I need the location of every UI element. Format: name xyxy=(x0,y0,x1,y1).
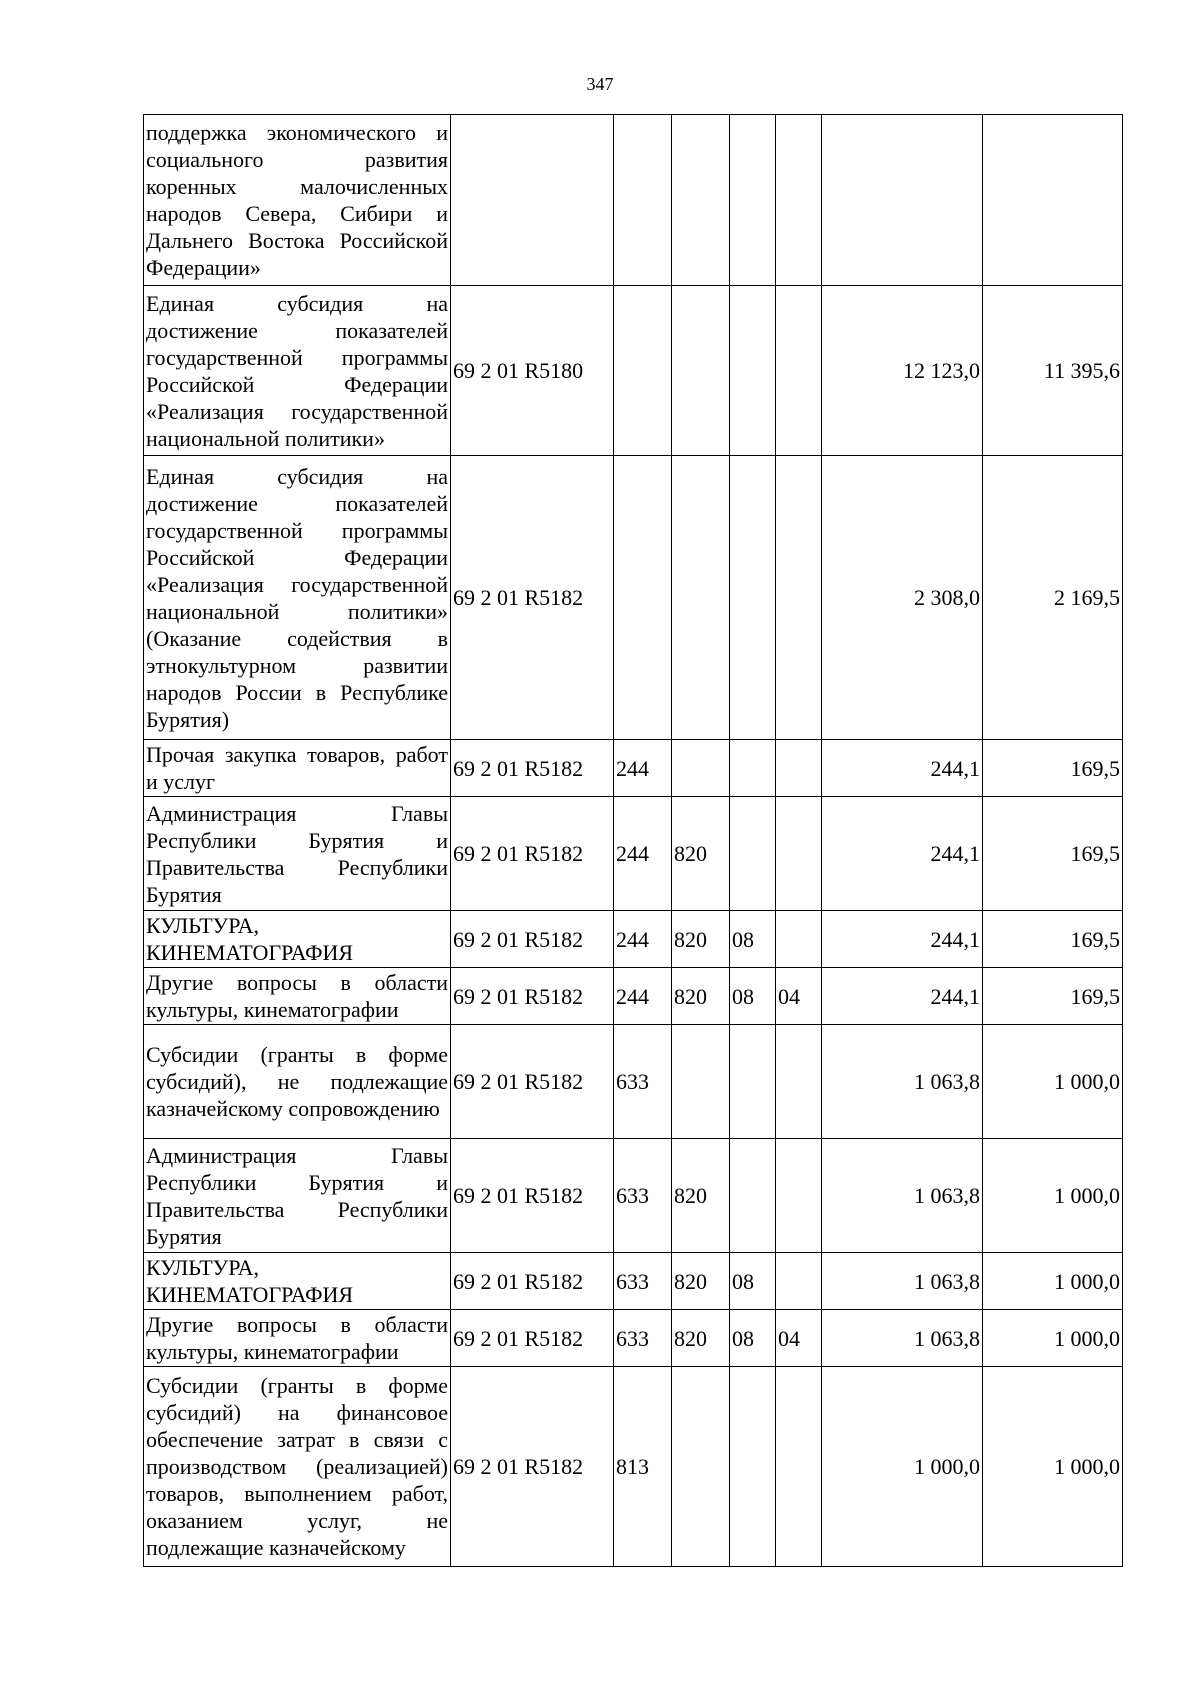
amount-second: 1 000,0 xyxy=(983,1367,1123,1567)
target-article-code: 69 2 01 R5182 xyxy=(451,911,614,968)
table-row xyxy=(144,968,1123,1025)
row-description: поддержка экономического и социального развития коренных малочисленных народов Севера, Сибири и Дальнего Востока Российской Федерации» xyxy=(144,115,451,286)
administrator-code xyxy=(672,740,730,797)
amount-second: 169,5 xyxy=(983,968,1123,1025)
table-row xyxy=(144,1253,1123,1310)
administrator-code: 820 xyxy=(672,911,730,968)
administrator-code: 820 xyxy=(672,797,730,911)
amount-second: 169,5 xyxy=(983,911,1123,968)
table-row xyxy=(144,1025,1123,1139)
expense-type-code xyxy=(614,286,672,456)
subsection-code xyxy=(776,115,822,286)
administrator-code: 820 xyxy=(672,1139,730,1253)
table-row xyxy=(144,1367,1123,1567)
administrator-code: 820 xyxy=(672,1253,730,1310)
section-code xyxy=(730,115,776,286)
row-description: Субсидии (гранты в форме субсидий), не подлежащие казначейскому сопровождению xyxy=(144,1025,451,1139)
target-article-code: 69 2 01 R5182 xyxy=(451,1253,614,1310)
expense-type-code: 244 xyxy=(614,911,672,968)
row-description: КУЛЬТУРА, КИНЕМАТОГРАФИЯ xyxy=(144,911,451,968)
amount-second: 1 000,0 xyxy=(983,1310,1123,1367)
amount-second: 169,5 xyxy=(983,740,1123,797)
section-code: 08 xyxy=(730,1310,776,1367)
administrator-code: 820 xyxy=(672,1310,730,1367)
section-code xyxy=(730,1139,776,1253)
amount-first xyxy=(822,115,983,286)
target-article-code: 69 2 01 R5180 xyxy=(451,286,614,456)
target-article-code: 69 2 01 R5182 xyxy=(451,1139,614,1253)
row-description: Прочая закупка товаров, работ и услуг xyxy=(144,740,451,797)
table-row xyxy=(144,456,1123,740)
administrator-code xyxy=(672,456,730,740)
amount-first: 1 000,0 xyxy=(822,1367,983,1567)
subsection-code: 04 xyxy=(776,1310,822,1367)
target-article-code: 69 2 01 R5182 xyxy=(451,1367,614,1567)
section-code xyxy=(730,1025,776,1139)
subsection-code xyxy=(776,911,822,968)
section-code xyxy=(730,1367,776,1567)
table-row xyxy=(144,1139,1123,1253)
expense-type-code xyxy=(614,115,672,286)
table-row xyxy=(144,1310,1123,1367)
row-description: КУЛЬТУРА, КИНЕМАТОГРАФИЯ xyxy=(144,1253,451,1310)
section-code xyxy=(730,797,776,911)
expense-type-code: 633 xyxy=(614,1139,672,1253)
table-row xyxy=(144,286,1123,456)
amount-first: 1 063,8 xyxy=(822,1253,983,1310)
row-description: Субсидии (гранты в форме субсидий) на финансовое обеспечение затрат в связи с производством (реализацией) товаров, выполнением работ, оказанием услуг, не подлежащие казначейскому xyxy=(144,1367,451,1567)
page-number: 347 xyxy=(586,74,614,94)
amount-second: 11 395,6 xyxy=(983,286,1123,456)
expense-type-code: 244 xyxy=(614,740,672,797)
subsection-code xyxy=(776,1253,822,1310)
target-article-code: 69 2 01 R5182 xyxy=(451,1025,614,1139)
row-description: Единая субсидия на достижение показателей государственной программы Российской Федерации «Реализация государственной национальной политики» (Оказание содействия в этнокультурном развитии народов России в Республике Бурятия) xyxy=(144,456,451,740)
amount-second: 1 000,0 xyxy=(983,1139,1123,1253)
administrator-code xyxy=(672,1367,730,1567)
amount-second: 169,5 xyxy=(983,797,1123,911)
table-row xyxy=(144,740,1123,797)
row-description: Администрация Главы Республики Бурятия и Правительства Республики Бурятия xyxy=(144,797,451,911)
administrator-code: 820 xyxy=(672,968,730,1025)
expense-type-code: 633 xyxy=(614,1253,672,1310)
expense-type-code: 633 xyxy=(614,1310,672,1367)
section-code: 08 xyxy=(730,911,776,968)
target-article-code: 69 2 01 R5182 xyxy=(451,456,614,740)
amount-second: 1 000,0 xyxy=(983,1025,1123,1139)
target-article-code: 69 2 01 R5182 xyxy=(451,740,614,797)
administrator-code xyxy=(672,115,730,286)
section-code xyxy=(730,740,776,797)
target-article-code: 69 2 01 R5182 xyxy=(451,797,614,911)
target-article-code: 69 2 01 R5182 xyxy=(451,968,614,1025)
subsection-code xyxy=(776,740,822,797)
row-description: Единая субсидия на достижение показателей государственной программы Российской Федерации «Реализация государственной национальной политики» xyxy=(144,286,451,456)
amount-first: 1 063,8 xyxy=(822,1310,983,1367)
subsection-code xyxy=(776,797,822,911)
target-article-code: 69 2 01 R5182 xyxy=(451,1310,614,1367)
amount-first: 244,1 xyxy=(822,740,983,797)
section-code: 08 xyxy=(730,968,776,1025)
row-description: Другие вопросы в области культуры, кинематографии xyxy=(144,1310,451,1367)
amount-first: 1 063,8 xyxy=(822,1025,983,1139)
table-row xyxy=(144,115,1123,286)
amount-first: 244,1 xyxy=(822,968,983,1025)
amount-first: 1 063,8 xyxy=(822,1139,983,1253)
subsection-code xyxy=(776,286,822,456)
administrator-code xyxy=(672,286,730,456)
expense-type-code: 633 xyxy=(614,1025,672,1139)
table-row xyxy=(144,911,1123,968)
expense-type-code xyxy=(614,456,672,740)
expense-type-code: 813 xyxy=(614,1367,672,1567)
administrator-code xyxy=(672,1025,730,1139)
amount-first: 244,1 xyxy=(822,911,983,968)
section-code: 08 xyxy=(730,1253,776,1310)
expense-type-code: 244 xyxy=(614,968,672,1025)
amount-first: 244,1 xyxy=(822,797,983,911)
subsection-code xyxy=(776,1139,822,1253)
section-code xyxy=(730,456,776,740)
subsection-code xyxy=(776,1025,822,1139)
amount-second xyxy=(983,115,1123,286)
expense-type-code: 244 xyxy=(614,797,672,911)
amount-first: 12 123,0 xyxy=(822,286,983,456)
row-description: Другие вопросы в области культуры, кинематографии xyxy=(144,968,451,1025)
table-row xyxy=(144,797,1123,911)
budget-table xyxy=(143,114,1123,1567)
amount-second: 2 169,5 xyxy=(983,456,1123,740)
target-article-code xyxy=(451,115,614,286)
row-description: Администрация Главы Республики Бурятия и Правительства Республики Бурятия xyxy=(144,1139,451,1253)
amount-second: 1 000,0 xyxy=(983,1253,1123,1310)
subsection-code xyxy=(776,1367,822,1567)
section-code xyxy=(730,286,776,456)
subsection-code xyxy=(776,456,822,740)
subsection-code: 04 xyxy=(776,968,822,1025)
amount-first: 2 308,0 xyxy=(822,456,983,740)
